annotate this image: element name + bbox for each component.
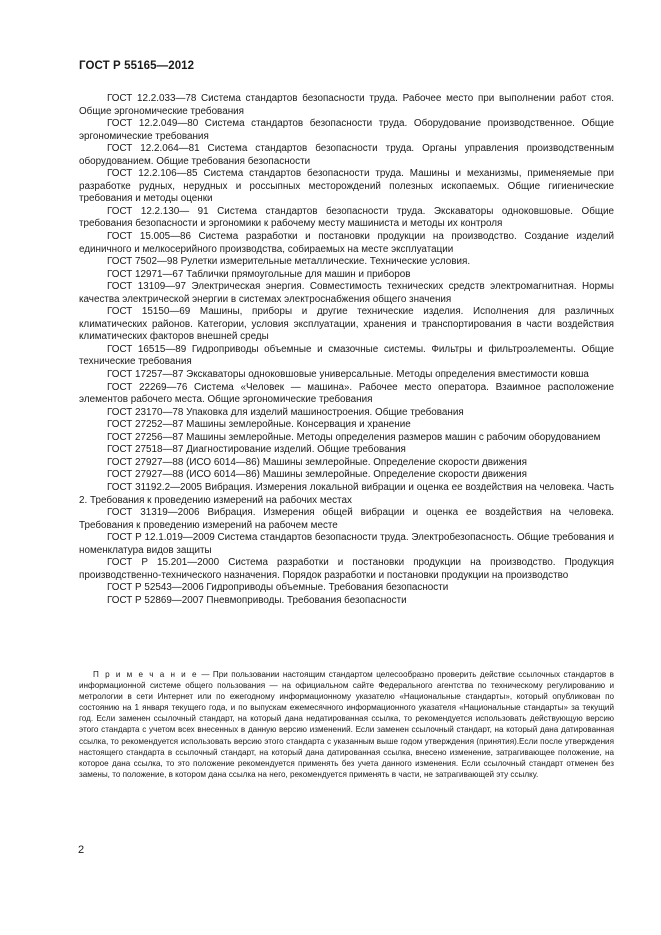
reference-item: ГОСТ 31319—2006 Вибрация. Измерения общей вибрации и оценка ее воздействия на человека. Требования к проведению измерений на рабочем месте xyxy=(79,507,614,531)
reference-item: ГОСТ Р 52869—2007 Пневмоприводы. Требования безопасности xyxy=(107,594,407,606)
reference-item: ГОСТ 27518—87 Диагностирование изделий. Общие требования xyxy=(107,444,406,456)
reference-item: ГОСТ 12.2.033—78 Система стандартов безопасности труда. Рабочее место при выполнении работ стоя. Общие эргономические требования xyxy=(79,93,614,117)
note-block xyxy=(79,669,614,780)
reference-item: ГОСТ Р 52543—2006 Гидроприводы объемные. Требования безопасности xyxy=(107,582,449,594)
reference-item: ГОСТ 12.2.106—85 Система стандартов безопасности труда. Машины и механизмы, применяемые при разработке рудных, нерудных и россыпных месторождений полезных ископаемых. Общие гигиенические требования и методы оценки xyxy=(79,168,614,205)
page-number: 2 xyxy=(78,844,85,856)
reference-item: ГОСТ 27252—87 Машины землеройные. Консервация и хранение xyxy=(107,419,411,431)
reference-item: ГОСТ 13109—97 Электрическая энергия. Совместимость технических средств электромагнитная. Нормы качества электрической энергии в системах электроснабжения общего значения xyxy=(79,281,614,305)
normative-references-list xyxy=(79,93,614,607)
reference-item: ГОСТ 31192.2—2005 Вибрация. Измерения локальной вибрации и оценка ее воздействия на человека. Часть 2. Требования к проведению измерений на рабочих местах xyxy=(79,481,614,506)
reference-item: ГОСТ 12.2.064—81 Система стандартов безопасности труда. Органы управления производственным оборудованием. Общие требования безопасности xyxy=(79,143,614,167)
reference-item: ГОСТ 27256—87 Машины землеройные. Методы определения размеров машин с рабочим оборудованием xyxy=(107,431,601,443)
note-paragraph xyxy=(79,669,614,780)
reference-item: ГОСТ 23170—78 Упаковка для изделий машиностроения. Общие требования xyxy=(107,406,464,418)
reference-item: ГОСТ 12.2.130— 91 Система стандартов безопасности труда. Экскаваторы одноковшовые. Общие требования безопасности и эргономики к рабочему месту машиниста и методы их контроля xyxy=(79,205,614,230)
reference-item: ГОСТ 12971—67 Таблички прямоугольные для машин и приборов xyxy=(107,268,411,280)
note-label: П р и м е ч а н и е xyxy=(93,670,198,679)
reference-item: ГОСТ Р 12.1.019—2009 Система стандартов безопасности труда. Электробезопасность. Общие требования и номенклатура видов защиты xyxy=(79,532,614,556)
document-code-header: ГОСТ Р 55165—2012 xyxy=(79,60,195,72)
reference-item: ГОСТ 12.2.049—80 Система стандартов безопасности труда. Оборудование производственное. Общие эргономические требования xyxy=(79,118,614,142)
reference-item: ГОСТ 15.005—86 Система разработки и постановки продукции на производство. Создание изделий единичного и мелкосерийного производства, собираемых на месте эксплуатации xyxy=(79,231,614,255)
reference-item: ГОСТ 15150—69 Машины, приборы и другие технические изделия. Исполнения для различных климатических районов. Категории, условия эксплуатации, хранения и транспортирования в части воздействия климатических факторов внешней среды xyxy=(79,306,614,343)
reference-item: ГОСТ 17257—87 Экскаваторы одноковшовые универсальные. Методы определения вместимости ковша xyxy=(107,369,589,381)
reference-item: ГОСТ 27927—88 (ИСО 6014—86) Машины землеройные. Определение скорости движения xyxy=(107,469,527,481)
reference-item: ГОСТ 16515—89 Гидроприводы объемные и смазочные системы. Фильтры и фильтроэлементы. Общие технические требования xyxy=(79,343,614,368)
note-text: — При пользовании настоящим стандартом целесообразно проверить действие ссылочных стандартов в информационной системе общего пользования — на официальном сайте Федерального агентства по техническому регулированию и метрологии в сети Интернет или по ежегодному информационному указателю «Национальные стандарты», который опубликован по состоянию на 1 января текущего года, и по выпускам ежемесячного информационного указателя «Национальные стандарты» за текущий год. Если заменен ссылочный стандарт, на который дана недатированная ссылка, то рекомендуется использовать действующую версию этого стандарта с учетом всех внесенных в данную версию изменений. Если заменен ссылочный стандарт, на который дана датированная ссылка, то рекомендуется использовать версию этого стандарта с указанным выше годом утверждения (принятия).Если после утверждения настоящего стандарта в ссылочный стандарт, на который дана датированная ссылка, внесено изменение, затрагивающее положение, на которое дана ссылка, то это положение рекомендуется применять без учета данного изменения. Если ссылочный стандарт отменен без замены, то положение, в котором дана ссылка на него, рекомендуется применять в части, не затрагивающей эту ссылку. xyxy=(79,670,614,779)
reference-item: ГОСТ 7502—98 Рулетки измерительные металлические. Технические условия. xyxy=(107,256,471,268)
reference-item: ГОСТ Р 15.201—2000 Система разработки и постановки продукции на производство. Продукция производственно-технического назначения. Порядок разработки и постановки продукции на производство xyxy=(79,557,614,581)
reference-item: ГОСТ 22269—76 Система «Человек — машина». Рабочее место оператора. Взаимное расположение элементов рабочего места. Общие эргономические требования xyxy=(79,381,614,406)
reference-item: ГОСТ 27927—88 (ИСО 6014—86) Машины землеройные. Определение скорости движения xyxy=(107,456,527,468)
